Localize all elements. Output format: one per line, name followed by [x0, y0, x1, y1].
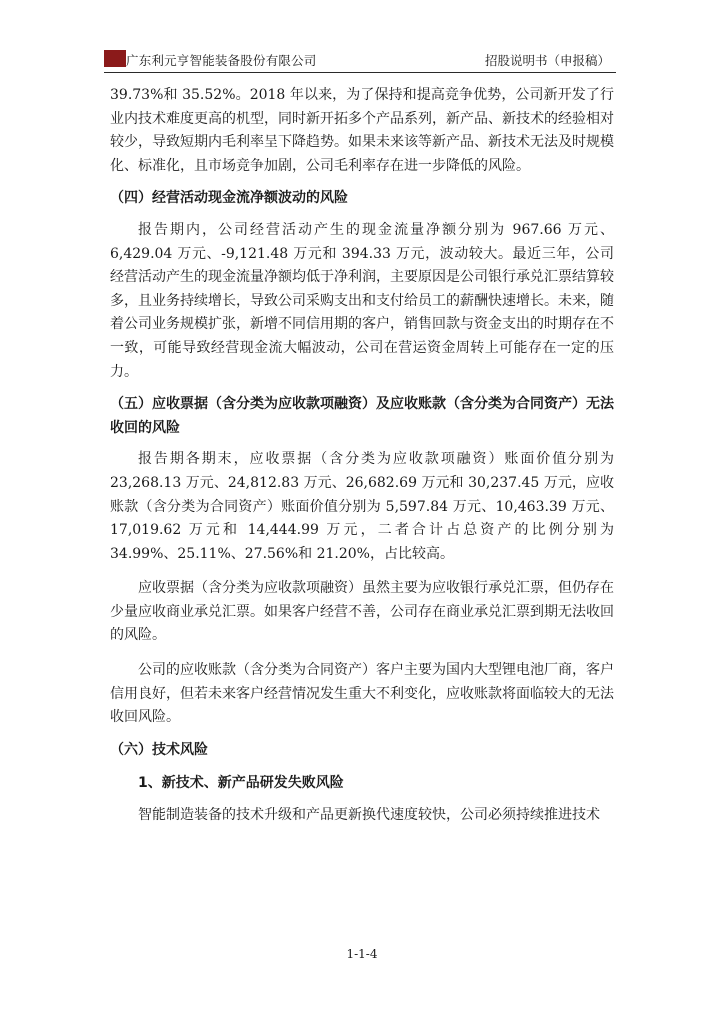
paragraph-notes-receivable: 应收票据（含分类为应收款项融资）虽然主要为应收银行承兑汇票，但仍存在少量应收商业承兑汇票。如果客户经营不善，公司存在商业承兑汇票到期无法收回的风险。	[110, 580, 614, 644]
page-header	[104, 48, 616, 73]
paragraph-rd: 智能制造装备的技术升级和产品更新换代速度较快，公司必须持续推进技术	[138, 807, 600, 824]
section-heading-cashflow-risk: （四）经营活动现金流净额波动的风险	[110, 190, 348, 207]
paragraph-cashflow: 报告期内，公司经营活动产生的现金流量净额分别为 967.66 万元、6,429.04 万元、-9,121.48 万元和 394.33 万元，波动较大。最近三年，公司经营活动产生的现金流量净额均低于净利润，主要原因是公司银行承兑汇票结算较多，且业务持续增长，导致公司采购支出和支付给员工的薪酬快速增长。未来，随着公司业务规模扩张，新增不同信用期的客户，销售回款与资金支出的时期存在不一致，可能导致经营现金流大幅波动，公司在营运资金周转上可能存在一定的压力。	[110, 221, 614, 380]
section-heading-technology-risk: （六）技术风险	[110, 741, 208, 758]
page-number: 1-1-4	[346, 947, 378, 961]
company-name: 广东利元亨智能装备股份有限公司	[126, 53, 317, 68]
section-heading-receivables-risk: （五）应收票据（含分类为应收款项融资）及应收账款（含分类为合同资产）无法收回的风险	[110, 396, 614, 436]
paragraph-gross-margin: 39.73%和 35.52%。2018 年以来，为了保持和提高竞争优势，公司新开发了行业内技术难度更高的机型，同时新开拓多个产品系列，新产品、新技术的经验相对较少，导致短期内毛利率呈下降趋势。如果未来该等新产品、新技术无法及时规模化、标准化，且市场竞争加剧，公司毛利率存在进一步降低的风险。	[110, 87, 614, 174]
paragraph-receivables-values: 报告期各期末，应收票据（含分类为应收款项融资）账面价值分别为 23,268.13 万元、24,812.83 万元、26,682.69 万元和 30,237.45 万元，应收账款（含分类为合同资产）账面价值分别为 5,597.84 万元、10,463.39 万元、17,019.62 万元和 14,444.99 万元，二者合计占总资产的比例分别为 34.99%、25.11%、27.56%和 21.20%，占比较高。	[110, 451, 614, 562]
page-content	[110, 84, 614, 828]
company-logo	[104, 50, 126, 67]
subsection-heading-rd-failure: 1、新技术、新产品研发失败风险	[138, 775, 344, 792]
document-type: 招股说明书（申报稿）	[484, 53, 610, 68]
paragraph-accounts-receivable: 公司的应收账款（含分类为合同资产）客户主要为国内大型锂电池厂商，客户信用良好，但若未来客户经营情况发生重大不利变化，应收账款将面临较大的无法收回风险。	[110, 662, 614, 726]
